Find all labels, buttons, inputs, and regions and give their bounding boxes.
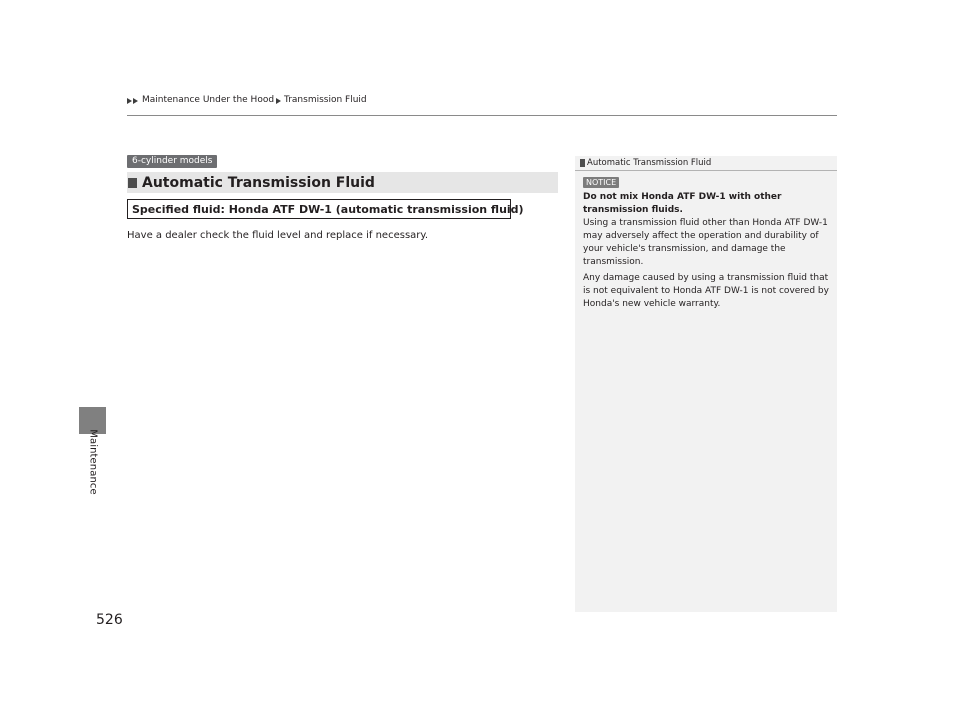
breadcrumb	[127, 94, 367, 107]
spec-text: Specified fluid: Honda ATF DW-1 (automatic transmission fluid)	[132, 202, 524, 216]
notice-bold-text: Do not mix Honda ATF DW-1 with other transmission fluids.	[583, 192, 782, 215]
chapter-tab-label[interactable]	[64, 416, 122, 508]
side-note-heading[interactable]	[580, 157, 711, 169]
section-title: Automatic Transmission Fluid	[142, 174, 375, 191]
side-note-paragraph-2: Any damage caused by using a transmission fluid that is not equivalent to Honda ATF DW-1 is not covered by Honda's new vehicle warranty.	[583, 273, 829, 309]
breadcrumb-current: Transmission Fluid	[284, 95, 367, 105]
model-badge: 6-cylinder models	[127, 155, 217, 168]
body-text: Have a dealer check the fluid level and replace if necessary.	[127, 230, 429, 241]
section-header	[127, 172, 558, 193]
side-note-divider	[575, 170, 837, 171]
header-divider	[127, 115, 837, 116]
reference-icon	[580, 159, 585, 167]
section-square-icon	[128, 178, 137, 188]
side-note-heading-text: Automatic Transmission Fluid	[587, 158, 712, 168]
side-note-paragraph-1: Using a transmission fluid other than Honda ATF DW-1 may adversely affect the operation and durability of your vehicle's transmission, and damage the transmission.	[583, 218, 828, 267]
chapter-tab-text: Maintenance	[87, 429, 99, 495]
double-arrow-icon	[127, 98, 139, 104]
spec-box	[127, 199, 524, 219]
arrow-icon	[276, 98, 281, 104]
breadcrumb-parent[interactable]: Maintenance Under the Hood	[142, 95, 275, 105]
notice-badge: NOTICE	[583, 177, 619, 188]
page-number: 526	[96, 612, 123, 628]
